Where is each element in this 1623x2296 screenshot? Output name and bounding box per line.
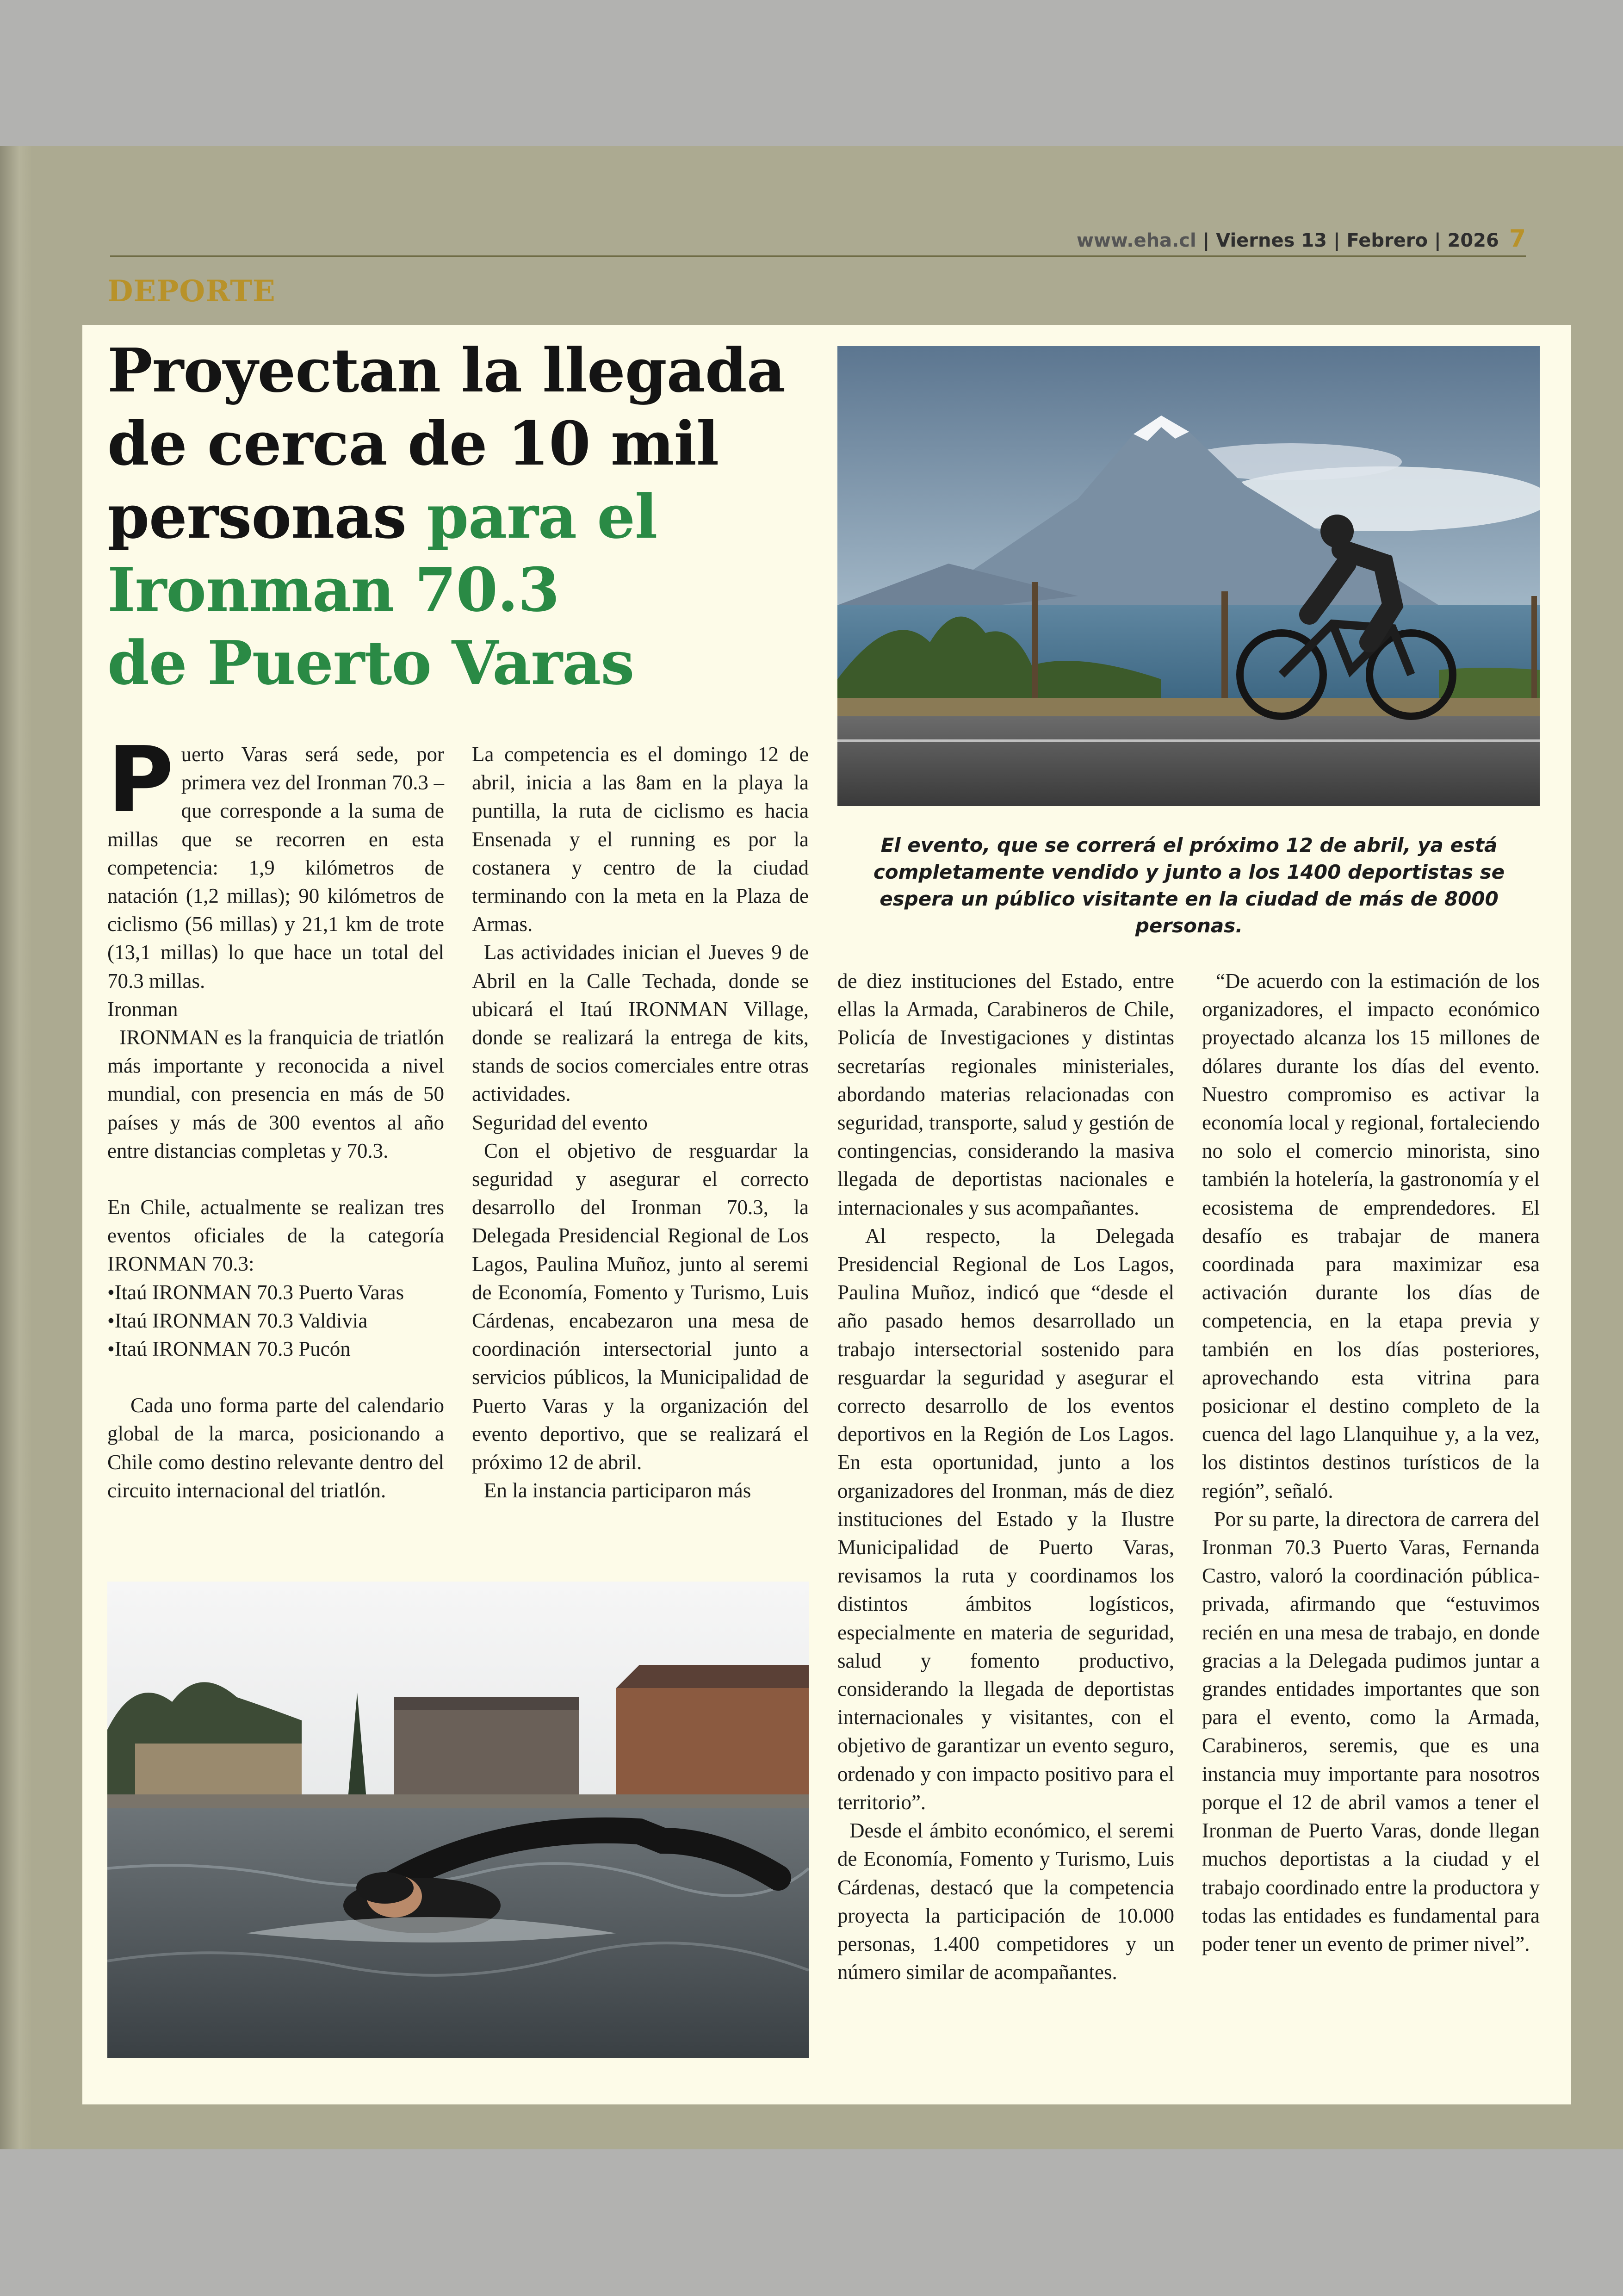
cyclist-photo-graphic — [837, 346, 1540, 806]
col3-paragraph-2: Al respecto, la Delegada Presidencial Regional de Los Lagos, Paulina Muñoz, indicó que “desde el año pasado hemos desarrollado un trabajo intersectorial sostenido para resguardar la seguridad y asegurar el correcto desarrollo de los eventos deportivos en la Región de Los Lagos. En esta oportunidad, junto a los organizadores del Ironman, más de diez instituciones del Estado y la Ilustre Municipalidad de Puerto Varas, revisamos la ruta y coordinamos los distintos ámbitos logísticos, especialmente en materia de seguridad, salud y fomento productivo, considerando la llegada de deportistas internacionales y visitantes, con el objetivo de garantizar un evento seguro, ordenado y con impacto positivo para el territorio”. — [837, 1224, 1174, 1814]
header-url[interactable]: www.eha.cl — [1077, 230, 1196, 251]
col4-paragraph-1: “De acuerdo con la estimación de los organizadores, el impacto económico proyectado alcanza los 15 millones de dólares durante los días del evento. Nuestro compromiso es activar la economía local y regional, fortaleciendo no solo el comercio minorista, sino también la hotelería, la gastronomía y el ecosistema de emprendedores. El desafío es trabajar de manera coordinada para maximizar esa activación durante los días de competencia, en la etapa previa y también en los días posteriores, aprovechando esta vitrina para posicionar el destino completo de la cuenca del lago Llanquihue y, a la vez, los distintos destinos turísticos de la región”, señaló. — [1202, 969, 1540, 1502]
swimmer-photo-graphic — [107, 1582, 809, 2058]
col1-paragraph-1-text: uerto Varas será sede, por primera vez del Ironman 70.3 – que corresponde a la suma de millas que se recorren en esta competencia: 1,9 kilómetros de natación (1,2 millas); 90 kilómetros de ciclismo (56 millas) y 21,1 km de trote (13,1 millas) lo que hace un total del 70.3 millas. — [107, 743, 444, 993]
list-item: •Itaú IRONMAN 70.3 Valdivia — [107, 1309, 368, 1332]
col2-subhead: Seguridad del evento — [472, 1111, 648, 1134]
section-label: DEPORTE — [107, 274, 276, 309]
col1-paragraph-2: IRONMAN es la franquicia de triatlón más importante y reconocida a nivel mundial, con presencia en más de 50 países y más de 300 eventos al año entre distancias completas y 70.3. — [107, 1026, 444, 1162]
col1-paragraph-1 — [107, 727, 444, 995]
col2-paragraph-3: Con el objetivo de resguardar la seguridad y asegurar el correcto desarrollo del Ironman 70.3, la Delegada Presidencial Regional de Los Lagos, Paulina Muñoz, junto al seremi de Economía, Fomento y Turismo, Luis Cárdenas, encabezaron una mesa de coordinación intersectorial junto a servicios públicos, la Municipalidad de Puerto Varas y la organización del evento deportivo, que se realizará el próximo 12 de abril. — [472, 1139, 809, 1474]
header-month: Febrero — [1346, 230, 1428, 251]
col1-paragraph-3: En Chile, actualmente se realizan tres eventos oficiales de la categoría IRONMAN 70.3: — [107, 1196, 444, 1276]
header-year: 2026 — [1447, 230, 1499, 251]
cyclist-photo — [837, 346, 1540, 806]
headline-green-1: para el — [427, 481, 657, 552]
col2-paragraph-1: La competencia es el domingo 12 de abril, inicia a las 8am en la playa la puntilla, la ruta de ciclismo es hacia Ensenada y el running es por la costanera y centro de la ciudad terminando con la meta en la Plaza de Armas. — [472, 743, 809, 936]
headline-line-2: de cerca de 10 mil — [107, 408, 719, 479]
drop-cap: P — [107, 727, 174, 833]
photo-caption: El evento, que se correrá el próximo 12 de abril, ya está completamente vendido y junto a los 1400 deportistas se espera un público visitante en la ciudad de más de 8000 personas. — [873, 834, 1505, 937]
col2-paragraph-2: Las actividades inician el Jueves 9 de Abril en la Calle Techada, donde se ubicará el Itaú IRONMAN Village, donde se realizará la entrega de kits, stands de socios comerciales entre otras actividades. — [472, 941, 809, 1106]
col4-paragraph-2: Por su parte, la directora de carrera del Ironman 70.3 Puerto Varas, Fernanda Castro, valoró la coordinación pública- privada, afirmando que “estuvimos recién en una mesa de trabajo, en donde gracias a la Delegada pudimos juntar a grandes entidades importantes que son para el evento, como la Armada, Carabineros, seremis, que es una instancia muy importante para nosotros porque el 12 de abril vamos a tener el Ironman de Puerto Varas, donde llegan muchos deportistas a la ciudad y el trabajo coordinado entre la productora y todas las entidades es fundamental para poder tener un evento de primer nivel”. — [1202, 1507, 1540, 1955]
column-2 — [472, 740, 809, 1505]
page-number: 7 — [1509, 225, 1526, 253]
col3-paragraph-3: Desde el ámbito económico, el seremi de Economía, Fomento y Turismo, Luis Cárdenas, destacó que la competencia proyecta la participación de 10.000 personas, 1.400 competidores y un número similar de acompañantes. — [837, 1819, 1174, 1984]
headline-line-3: personas — [107, 481, 427, 552]
column-4 — [1202, 967, 1540, 1958]
col1-subhead: Ironman — [107, 997, 178, 1021]
swimmer-photo — [107, 1582, 809, 2058]
list-item: •Itaú IRONMAN 70.3 Puerto Varas — [107, 1280, 404, 1304]
headline-green-3: de Puerto Varas — [107, 627, 634, 698]
headline-green-2: Ironman 70.3 — [107, 554, 559, 625]
column-1 — [107, 727, 444, 1505]
article-headline — [107, 334, 829, 700]
page-header: www.eha.cl | Viernes 13 | Febrero | 2026 7 — [1077, 225, 1526, 253]
headline-line-1: Proyectan la llegada — [107, 335, 786, 406]
list-item: •Itaú IRONMAN 70.3 Pucón — [107, 1337, 351, 1361]
col2-paragraph-4: En la instancia participaron más — [484, 1479, 751, 1502]
header-day: Viernes 13 — [1216, 230, 1327, 251]
col3-paragraph-1: de diez instituciones del Estado, entre ellas la Armada, Carabineros de Chile, Policía de Investigaciones y distintas secretarías regionales ministeriales, abordando materias relacionadas con seguridad, transporte, salud y gestión de contingencias, considerando la masiva llegada de deportistas nacionales e internacionales y sus acompañantes. — [837, 969, 1174, 1219]
page-spine — [0, 146, 32, 2149]
col1-paragraph-4: Cada uno forma parte del calendario global de la marca, posicionando a Chile como destino relevante dentro del circuito internacional del triatlón. — [107, 1394, 444, 1502]
column-3 — [837, 967, 1174, 1986]
header-rule — [110, 255, 1526, 257]
